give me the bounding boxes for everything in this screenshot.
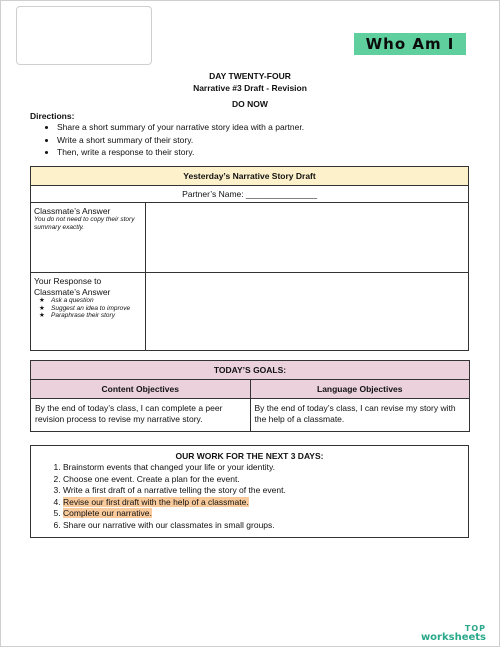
work-plan-item: 5. Complete our narrative. xyxy=(63,508,468,520)
work-plan-item: 2. Choose one event. Create a plan for the event. xyxy=(63,474,468,486)
classmate-answer-label xyxy=(31,203,146,273)
name-box xyxy=(16,6,152,65)
directions xyxy=(30,111,304,160)
response-tip: ★ Suggest an idea to improve xyxy=(39,304,131,312)
response-label xyxy=(31,273,146,351)
do-now-heading: DO NOW xyxy=(232,99,268,109)
classmate-answer-note: You do not need to copy their story summary exactly. xyxy=(34,216,135,231)
directions-label: Directions: xyxy=(30,111,75,121)
star-icon: ★ xyxy=(39,297,45,304)
partner-name-field[interactable]: Partner’s Name: _______________ xyxy=(31,186,469,203)
response-tip: ★ Paraphrase their story xyxy=(39,312,115,319)
goals-title: TODAY’S GOALS: xyxy=(31,361,470,380)
response-title: Your Response to Classmate’s Answer xyxy=(34,276,111,297)
direction-item: • Then, write a response to their story. xyxy=(57,147,304,158)
work-plan-item: 6. Share our narrative with our classmates in small groups. xyxy=(63,520,468,532)
goals-table xyxy=(30,360,470,432)
logo-name: worksheets xyxy=(420,632,486,643)
direction-item: • Share a short summary of your narrative story idea with a partner. xyxy=(57,122,304,133)
direction-item: • Write a short summary of their story. xyxy=(57,135,304,146)
draft-table-title: Yesterday’s Narrative Story Draft xyxy=(31,167,469,186)
classmate-answer-title: Classmate’s Answer xyxy=(34,206,111,216)
work-plan-item: 3. Write a first draft of a narrative telling the story of the event. xyxy=(63,485,468,497)
lesson-subtitle: Narrative #3 Draft - Revision xyxy=(193,83,307,93)
work-plan-item: 4. Revise our first draft with the help of a classmate. xyxy=(63,497,468,509)
classmate-answer-cell[interactable] xyxy=(146,203,469,273)
star-icon: ★ xyxy=(39,312,45,319)
language-objective-text: By the end of today’s class, I can revise my story with the help of a classmate. xyxy=(250,399,470,432)
work-plan xyxy=(30,445,469,538)
title-badge: Who Am I xyxy=(354,33,466,55)
response-cell[interactable] xyxy=(146,273,469,351)
work-plan-title: OUR WORK FOR THE NEXT 3 DAYS: xyxy=(175,451,324,461)
day-title: DAY TWENTY-FOUR xyxy=(209,71,291,81)
language-objectives-heading: Language Objectives xyxy=(250,380,470,399)
topworksheets-logo xyxy=(421,624,486,642)
content-objective-text: By the end of today’s class, I can complete a peer revision process to revise my narrative story. xyxy=(31,399,251,432)
draft-table xyxy=(30,166,469,351)
work-plan-list xyxy=(31,462,468,531)
response-tip: ★ Ask a question xyxy=(39,297,94,304)
star-icon: ★ xyxy=(39,304,45,312)
work-plan-item: 1. Brainstorm events that changed your life or your identity. xyxy=(63,462,468,474)
logo-top: TOP xyxy=(464,624,486,633)
content-objectives-heading: Content Objectives xyxy=(31,380,251,399)
